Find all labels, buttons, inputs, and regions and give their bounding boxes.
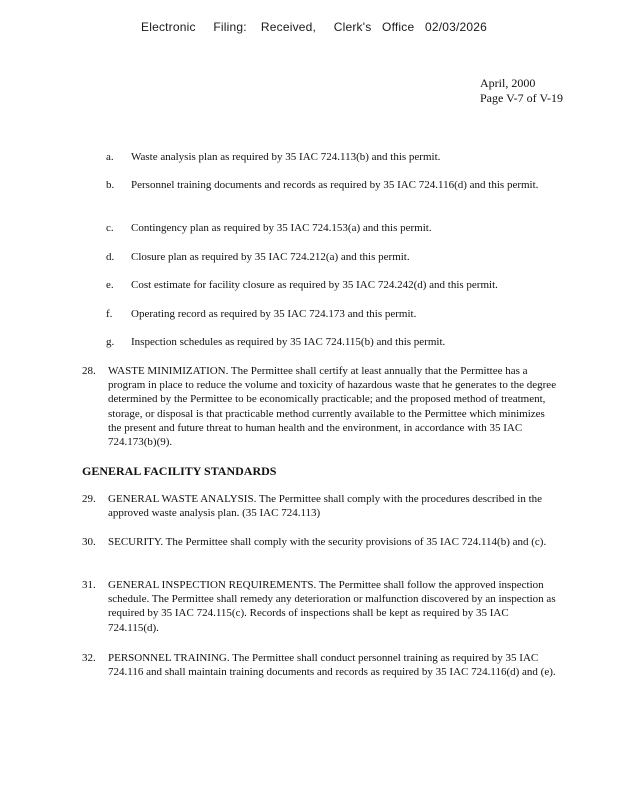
numbered-item-text: GENERAL INSPECTION REQUIREMENTS. The Permittee shall follow the approved inspection schedule. The Permittee shall remedy any deterioration or malfunction discovered by an inspection as required by 35 IAC 724.115(c). Records of inspections shall be kept as required by 35 IAC 724.115(d). [108, 579, 556, 634]
list-item-text: Cost estimate for facility closure as required by 35 IAC 724.242(d) and this permit. [131, 279, 498, 291]
header-page-number: Page V-7 of V-19 [480, 91, 564, 105]
numbered-item-number: 30. [82, 536, 96, 548]
list-item-text: Personnel training documents and records as required by 35 IAC 724.116(d) and this permit. [131, 179, 539, 191]
section-heading: GENERAL FACILITY STANDARDS [82, 464, 277, 478]
numbered-item-number: 32. [82, 652, 96, 664]
numbered-item-text: PERSONNEL TRAINING. The Permittee shall conduct personnel training as required by 35 IAC 724.116 and shall maintain training documents and records as required by 35 IAC 724.116(d) and (e). [108, 652, 556, 679]
numbered-item-number: 28. [82, 365, 96, 377]
numbered-item-text: GENERAL WASTE ANALYSIS. The Permittee shall comply with the procedures described in the approved waste analysis plan. (35 IAC 724.113) [108, 493, 543, 520]
list-item-text: Operating record as required by 35 IAC 724.173 and this permit. [131, 308, 417, 320]
list-item-text: Inspection schedules as required by 35 IAC 724.115(b) and this permit. [131, 336, 446, 348]
list-item-marker: c. [106, 222, 114, 234]
list-item-marker: g. [106, 336, 115, 348]
header-date: April, 2000 [480, 76, 536, 90]
list-item-marker: e. [106, 279, 114, 291]
list-item-marker: d. [106, 251, 115, 263]
numbered-item-number: 29. [82, 493, 96, 505]
numbered-item-text: SECURITY. The Permittee shall comply with the security provisions of 35 IAC 724.114(b) and (c). [108, 536, 547, 548]
filing-stamp: Electronic Filing: Received, Clerk's Office 02/03/2026 [141, 20, 488, 34]
list-item-text: Closure plan as required by 35 IAC 724.212(a) and this permit. [131, 251, 410, 263]
list-item-marker: a. [106, 151, 114, 163]
list-item-text: Waste analysis plan as required by 35 IAC 724.113(b) and this permit. [131, 151, 441, 163]
list-item-marker: b. [106, 179, 115, 191]
numbered-item-text: WASTE MINIMIZATION. The Permittee shall certify at least annually that the Permittee has a program in place to reduce the volume and toxicity of hazardous waste that he generates to the degree determined by the Permittee to be economically practicable; and the proposed method of treatment, storage, or disposal is that practicable method currently available to the Permittee which minimizes the present and future threat to human health and the environment, in accordance with 35 IAC 724.173(b)(9). [108, 365, 557, 449]
list-item-text: Contingency plan as required by 35 IAC 724.153(a) and this permit. [131, 222, 432, 234]
list-item-marker: f. [106, 308, 113, 320]
numbered-item-number: 31. [82, 579, 96, 591]
